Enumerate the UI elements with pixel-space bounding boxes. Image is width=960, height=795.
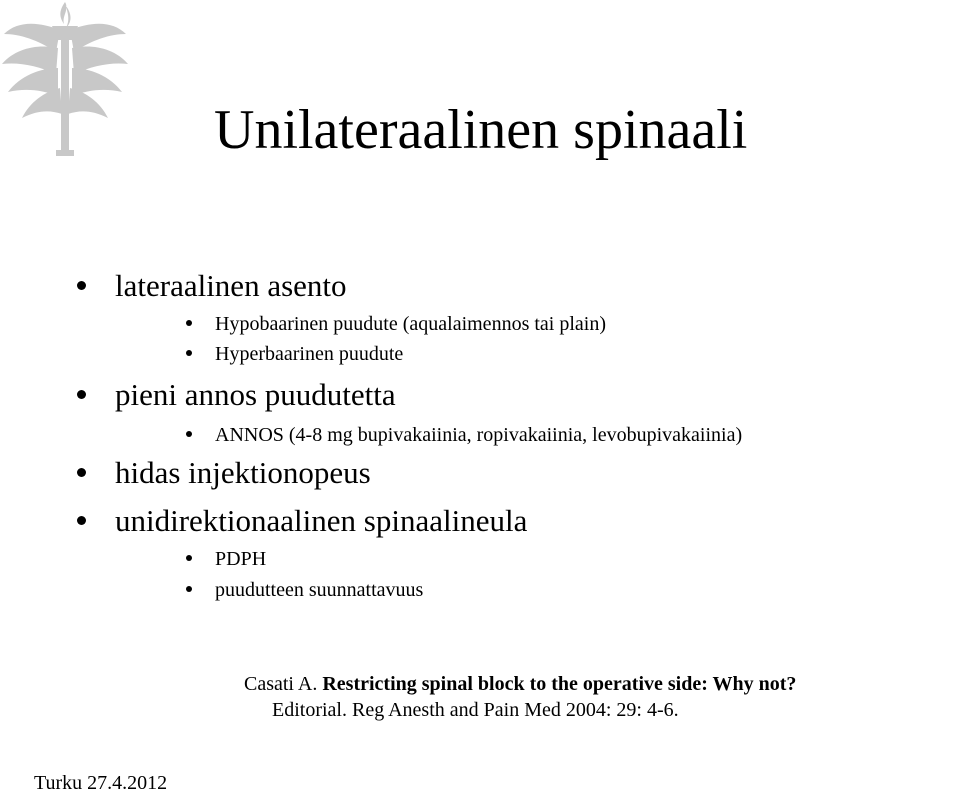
reference-title: Restricting spinal block to the operative side: Why not? (322, 673, 797, 695)
sub-bullet-dot (186, 555, 192, 561)
sub-bullet-item: puudutteen suunnattavuus (215, 579, 424, 601)
sub-bullet-item: Hypobaarinen puudute (aqualaimennos tai plain) (215, 313, 606, 335)
reference-line-1 (244, 671, 796, 697)
bullet-dot (77, 390, 86, 399)
bullet-item: unidirektionaalinen spinaalineula (115, 503, 528, 538)
reference-citation (244, 671, 796, 723)
sub-bullet-dot (186, 586, 192, 592)
bullet-dot (77, 516, 86, 525)
sub-bullet-item: PDPH (215, 548, 267, 570)
torch-wings-emblem-icon (0, 0, 130, 160)
bullet-item: hidas injektionopeus (115, 455, 371, 490)
bullet-dot (77, 468, 86, 477)
sub-bullet-item: Hyperbaarinen puudute (215, 343, 404, 365)
reference-author: Casati A. (244, 673, 318, 695)
footer-date: Turku 27.4.2012 (34, 772, 168, 794)
sub-bullet-dot (186, 350, 192, 356)
bullet-item: lateraalinen asento (115, 268, 347, 303)
bullet-item: pieni annos puudutetta (115, 377, 396, 412)
sub-bullet-dot (186, 320, 192, 326)
sub-bullet-dot (186, 431, 192, 437)
sub-bullet-item: ANNOS (4-8 mg bupivakaiinia, ropivakaiinia, levobupivakaiinia) (215, 424, 743, 446)
slide-title: Unilateraalinen spinaali (214, 99, 748, 161)
bullet-dot (77, 281, 86, 290)
reference-source: Editorial. Reg Anesth and Pain Med 2004: 29: 4-6. (272, 699, 679, 721)
